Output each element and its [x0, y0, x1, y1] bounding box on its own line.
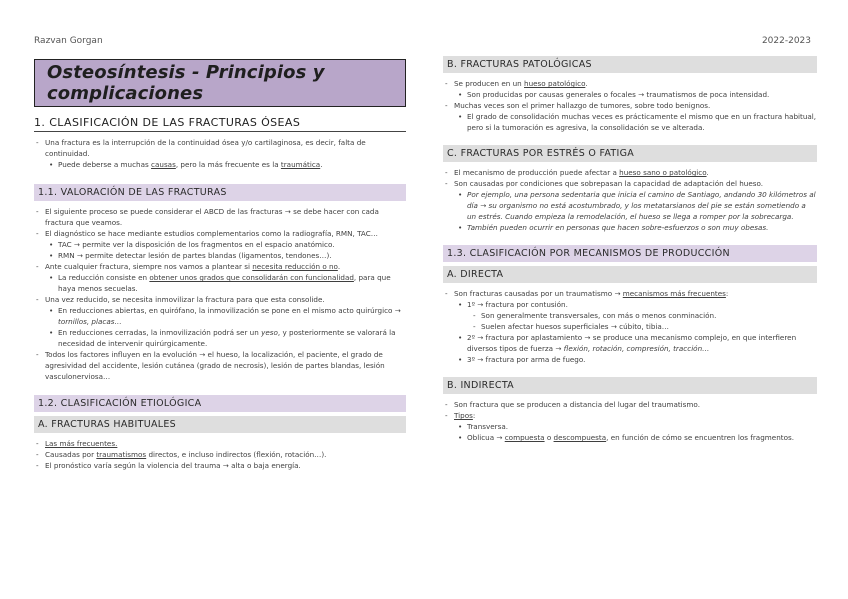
section-1-2-heading: 1.2. CLASIFICACIÓN ETIOLÓGICA [34, 395, 406, 412]
list-item: • También pueden ocurrir en personas que hacen sobre-esfuerzos o son muy obesas. [443, 222, 817, 233]
header-year: 2022-2023 [761, 36, 811, 46]
list-item: - Muchas veces son el primer hallazgo de tumores, sobre todo benignos. [443, 100, 817, 111]
list-item: • En reducciones cerradas, la inmovilización podrá ser un yeso, y posteriormente se valorará la necesidad de intervenir quirúrgicamente. [34, 327, 406, 349]
left-column [34, 56, 406, 471]
list-item: • RMN → permite detectar lesión de partes blandas (ligamentos, tendones…). [34, 250, 406, 261]
list-item: - Causadas por traumatismos directos, e incluso indirectos (flexión, rotación…). [34, 449, 406, 460]
list-item: - Las más frecuentes. [34, 438, 406, 449]
right-column [443, 56, 817, 443]
list-item: • En reducciones abiertas, en quirófano, la inmovilización se pone en el mismo acto quirúrgico → tornillos, placas… [34, 305, 406, 327]
list-item: - El diagnóstico se hace mediante estudios complementarios como la radiografía, RMN, TAC… [34, 228, 406, 239]
section-1-list [34, 137, 406, 170]
list-item: - El mecanismo de producción puede afectar a hueso sano o patológico. [443, 167, 817, 178]
subsection-b-list [443, 78, 817, 133]
subsection-indirecta-heading: B. INDIRECTA [443, 377, 817, 394]
list-item: - Son causadas por condiciones que sobrepasan la capacidad de adaptación del hueso. [443, 178, 817, 189]
list-item: - Tipos: [443, 410, 817, 421]
list-item: • Son producidas por causas generales o focales → traumatismos de poca intensidad. [443, 89, 817, 100]
list-item: - Ante cualquier fractura, siempre nos vamos a plantear si necesita reducción o no. [34, 261, 406, 272]
subsection-a-heading: A. FRACTURAS HABITUALES [34, 416, 406, 433]
section-1-1-list [34, 206, 406, 382]
subsection-c-heading: C. FRACTURAS POR ESTRÉS O FATIGA [443, 145, 817, 162]
list-item: • Por ejemplo, una persona sedentaria que inicia el camino de Santiago, andando 30 kilómetros al día → su organismo no está acostumbrado, y los metatarsianos del pie se están sometiendo a un estrés. Cuando empieza la remodelación, el hueso se llega a romper por la sobrecarga. [443, 189, 817, 222]
section-1-3-heading: 1.3. CLASIFICACIÓN POR MECANISMOS DE PRODUCCIÓN [443, 245, 817, 262]
list-item: • La reducción consiste en obtener unos grados que consolidarán con funcionalidad, para que haya menos secuelas. [34, 272, 406, 294]
list-item: - Una vez reducido, se necesita inmovilizar la fractura para que esta consolide. [34, 294, 406, 305]
list-item: - Son generalmente transversales, con más o menos conminación. [443, 310, 817, 321]
list-item: - El pronóstico varía según la violencia del trauma → alta o baja energía. [34, 460, 406, 471]
subsection-a-list [34, 438, 406, 471]
list-item: • 1º → fractura por contusión. [443, 299, 817, 310]
list-item: • Oblicua → compuesta o descompuesta, en función de cómo se encuentren los fragmentos. [443, 432, 817, 443]
section-1-heading: 1. CLASIFICACIÓN DE LAS FRACTURAS ÓSEAS [34, 116, 406, 132]
list-item: • 3º → fractura por arma de fuego. [443, 354, 817, 365]
subsection-b-heading: B. FRACTURAS PATOLÓGICAS [443, 56, 817, 73]
list-item: • 2º → fractura por aplastamiento → se produce una mecanismo complejo, en que interfieren diversos tipos de fuerza → flexión, rotación, compresión, tracción… [443, 332, 817, 354]
list-item: • Transversa. [443, 421, 817, 432]
subsection-c-list [443, 167, 817, 233]
list-item: - Son fractura que se producen a distancia del lugar del traumatismo. [443, 399, 817, 410]
list-item: - Una fractura es la interrupción de la continuidad ósea y/o cartilaginosa, es decir, falta de continuidad. [34, 137, 406, 159]
list-item: - Se producen en un hueso patológico. [443, 78, 817, 89]
list-item: - El siguiente proceso se puede considerar el ABCD de las fracturas → se debe hacer con cada fractura que veamos. [34, 206, 406, 228]
list-item: • TAC → permite ver la disposición de los fragmentos en el espacio anatómico. [34, 239, 406, 250]
header-author: Razvan Gorgan [34, 36, 103, 46]
section-1-1-heading: 1.1. VALORACIÓN DE LAS FRACTURAS [34, 184, 406, 201]
page-title: Osteosíntesis - Principios y complicaciones [34, 59, 406, 107]
list-item: • El grado de consolidación muchas veces es prácticamente el mismo que en un fractura habitual, pero si la tumoración es agresiva, la consolidación se ve alterada. [443, 111, 817, 133]
list-item: - Todos los factores influyen en la evolución → el hueso, la localización, el paciente, el grado de agresividad del accidente, lesión cutánea (grado de necrosis), lesión de partes blandas, lesión vasculonerviosa… [34, 349, 406, 382]
subsection-indirecta-list [443, 399, 817, 443]
subsection-directa-heading: A. DIRECTA [443, 266, 817, 283]
list-item: • Puede deberse a muchas causas, pero la más frecuente es la traumática. [34, 159, 406, 170]
list-item: - Son fracturas causadas por un traumatismo → mecanismos más frecuentes: [443, 288, 817, 299]
subsection-directa-list [443, 288, 817, 365]
list-item: - Suelen afectar huesos superficiales → cúbito, tibia… [443, 321, 817, 332]
